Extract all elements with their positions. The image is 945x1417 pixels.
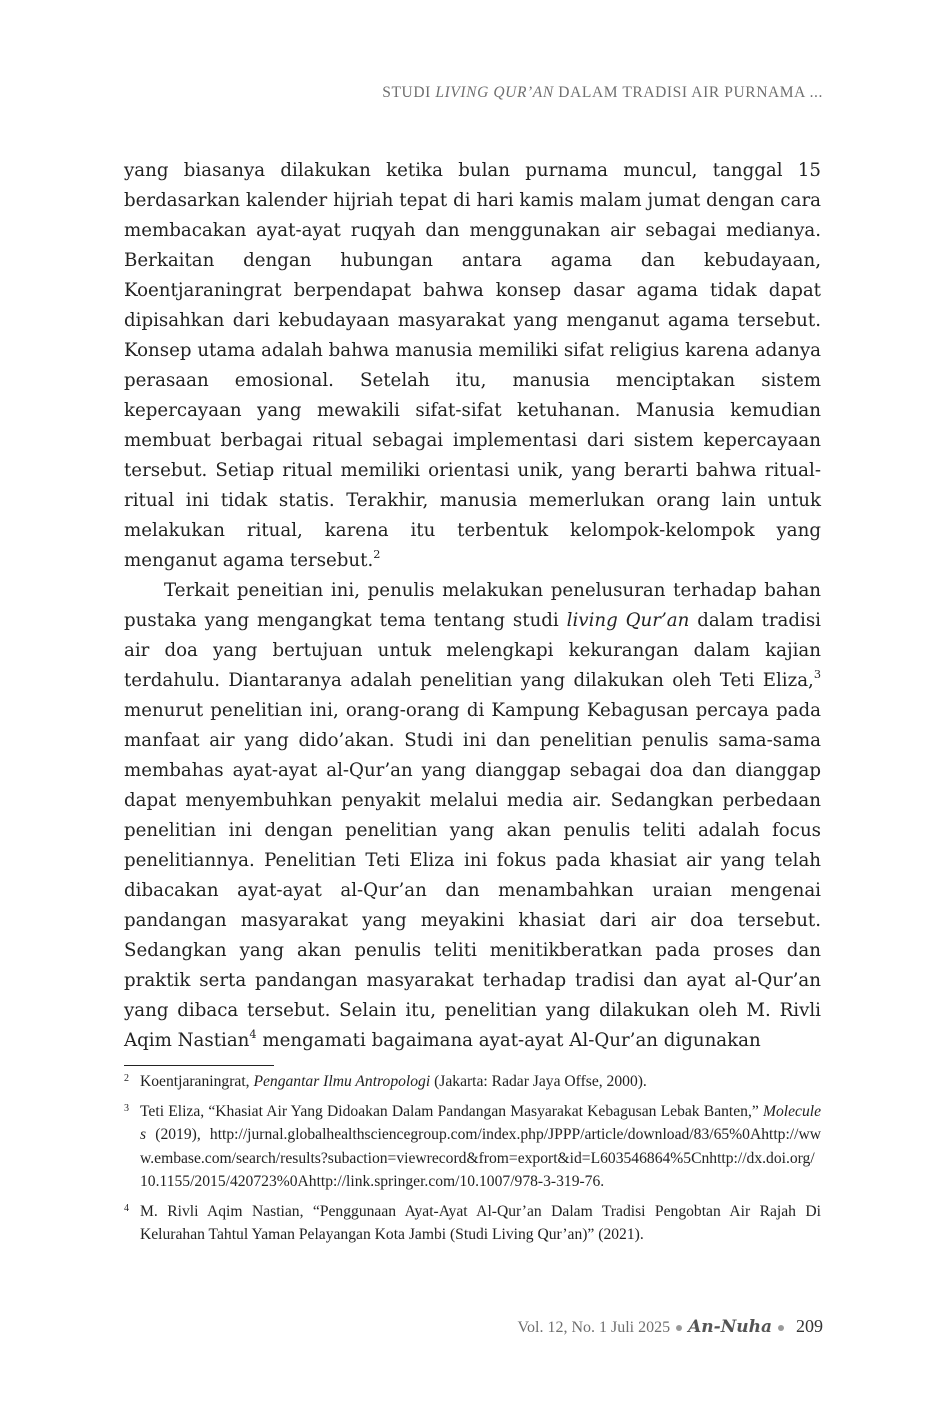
footnote-text-rest[interactable]: (2019), http://jurnal.globalhealthsciencegroup.com/index.php/JPPP/article/download/83/65%0Ahttp://www.embase.com/search/results?subaction=viewrecord&from=export&id=L603546864%5Cnhttp://dx.doi.org/10.1155/2015/420723%0Ahttp://link.springer.com/10.1007/978-3-319-76. xyxy=(140,1126,821,1190)
footnote-2 xyxy=(124,1070,821,1094)
footnote-text: Teti Eliza, “Khasiat Air Yang Didoakan Dalam Pandangan Masyarakat Kebagusan Lebak Banten,” xyxy=(140,1102,763,1120)
journal-logo: An-Nuha xyxy=(688,1317,772,1337)
footnote-text: Koentjaraningrat, xyxy=(140,1073,254,1090)
footnote-number: 4 xyxy=(124,1202,129,1214)
footnote-3 xyxy=(124,1100,821,1194)
footnote-ref-2[interactable]: 2 xyxy=(373,547,381,561)
page-number: 209 xyxy=(796,1316,823,1336)
footnote-number: 2 xyxy=(124,1073,129,1084)
paragraph-2 xyxy=(124,576,821,1056)
paragraph-2-italic: living Qur’an xyxy=(566,610,690,631)
bullet-icon xyxy=(778,1325,784,1331)
paragraph-2-text-b: dalam tradisi air doa yang bertujuan untuk melengkapi kekurangan dalam kajian terdahulu. Diantaranya adalah penelitian yang dilakukan oleh Teti Eliza, xyxy=(124,610,821,691)
paragraph-2-text-d: mengamati bagaimana ayat-ayat Al-Qur’an digunakan xyxy=(256,1030,761,1051)
footnote-ref-4[interactable]: 4 xyxy=(249,1027,257,1041)
bullet-icon xyxy=(676,1325,682,1331)
issue-info: Vol. 12, No. 1 Juli 2025 xyxy=(517,1319,671,1336)
footnote-4 xyxy=(124,1200,821,1247)
running-head-suffix: DALAM TRADISI AIR PURNAMA ... xyxy=(553,84,823,101)
footnote-number: 3 xyxy=(124,1102,129,1114)
running-head-italic: LIVING QUR’AN xyxy=(435,84,554,101)
footnote-ref-3[interactable]: 3 xyxy=(813,667,821,681)
footnote-divider xyxy=(124,1065,274,1066)
running-head xyxy=(123,84,823,102)
paragraph-2-text-a: Terkait peneitian ini, penulis melakukan penelusuran terhadap bahan pustaka yang mengangkat tema tentang studi xyxy=(124,580,821,631)
body-text xyxy=(124,156,821,1056)
footnote-italic: Pengantar Ilmu Antropologi xyxy=(253,1073,431,1090)
paragraph-2-text-c: menurut penelitian ini, orang-orang di Kampung Kebagusan percaya pada manfaat air yang dido’akan. Studi ini dan penelitian penulis sama-sama membahas ayat-ayat al-Qur’an yang dianggap sebagai doa dan dianggap dapat menyembuhkan penyakit melalui media air. Sedangkan perbedaan penelitian ini dengan penelitian yang akan penulis teliti adalah focus penelitiannya. Penelitian Teti Eliza ini fokus pada khasiat air yang telah dibacakan ayat-ayat al-Qur’an dan menambahkan uraian mengenai pandangan masyarakat yang meyakini khasiat dari air doa tersebut. Sedangkan yang akan penulis teliti menitikberatkan pada proses dan praktik serta pandangan masyarakat terhadap tradisi dan ayat al-Qur’an yang dibaca tersebut. Selain itu, penelitian yang dilakukan oleh M. Rivli Aqim Nastian xyxy=(124,700,821,1051)
footnotes xyxy=(124,1070,821,1253)
page-footer xyxy=(323,1316,823,1337)
running-head-prefix: STUDI xyxy=(382,84,436,101)
footnote-italic: Molecules xyxy=(140,1102,821,1143)
paragraph-1-text: yang biasanya dilakukan ketika bulan purnama muncul, tanggal 15 berdasarkan kalender hijriah tepat di hari kamis malam jumat dengan cara membacakan ayat-ayat ruqyah dan menggunakan air sebagai medianya. Berkaitan dengan hubungan antara agama dan kebudayaan, Koentjaraningrat berpendapat bahwa konsep dasar agama tidak dapat dipisahkan dari kebudayaan masyarakat yang menganut agama tersebut. Konsep utama adalah bahwa manusia memiliki sifat religius karena adanya perasaan emosional. Setelah itu, manusia menciptakan sistem kepercayaan yang mewakili sifat-sifat ketuhanan. Manusia kemudian membuat berbagai ritual sebagai implementasi dari sistem kepercayaan tersebut. Setiap ritual memiliki orientasi unik, yang berarti bahwa ritual-ritual ini tidak statis. Terakhir, manusia memerlukan orang lain untuk melakukan ritual, karena itu terbentuk kelompok-kelompok yang menganut agama tersebut. xyxy=(124,160,821,571)
footnote-text-rest: (Jakarta: Radar Jaya Offse, 2000). xyxy=(430,1073,647,1090)
footnote-text: M. Rivli Aqim Nastian, “Penggunaan Ayat-Ayat Al-Qur’an Dalam Tradisi Pengobtan Air Rajah Di Kelurahan Tahtul Yaman Pelayangan Kota Jambi (Studi Living Qur’an)” (2021). xyxy=(140,1202,821,1243)
paragraph-1 xyxy=(124,156,821,576)
